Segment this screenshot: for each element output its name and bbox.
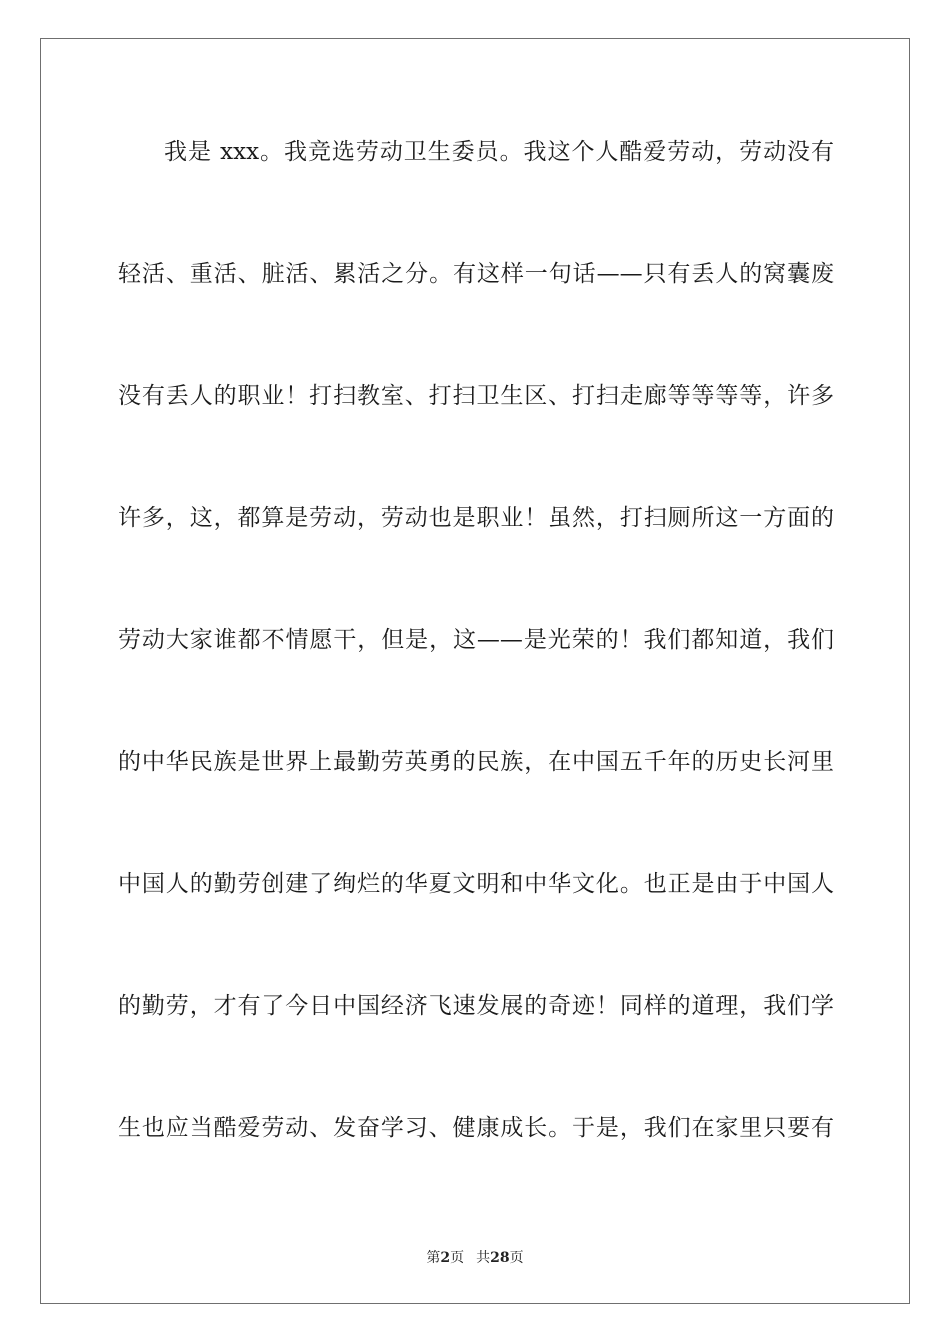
page-footer bbox=[0, 1247, 950, 1267]
text-line-3: 没有丢人的职业！打扫教室、打扫卫生区、打扫走廊等等等等，许多 bbox=[118, 383, 834, 409]
text-line-7: 中国人的勤劳创建了绚烂的华夏文明和中华文化。也正是由于中国人 bbox=[118, 871, 834, 897]
text-line-8: 的勤劳，才有了今日中国经济飞速发展的奇迹！同样的道理，我们学 bbox=[118, 993, 834, 1019]
text-line-2: 轻活、重活、脏活、累活之分。有这样一句话——只有丢人的窝囊废 bbox=[118, 261, 834, 287]
page-number: 2 bbox=[440, 1250, 451, 1266]
document-body bbox=[118, 130, 834, 1228]
text-line-4: 许多，这，都算是劳动，劳动也是职业！虽然，打扫厕所这一方面的 bbox=[118, 505, 834, 531]
text-line-5: 劳动大家谁都不情愿干，但是，这——是光荣的！我们都知道，我们 bbox=[118, 627, 834, 653]
text-line-1: 我是 xxx。我竞选劳动卫生委员。我这个人酷爱劳动，劳动没有 bbox=[164, 139, 834, 165]
total-prefix: 共 bbox=[476, 1250, 491, 1266]
total-pages: 28 bbox=[490, 1250, 510, 1266]
page-prefix: 第 bbox=[426, 1250, 441, 1266]
total-suffix: 页 bbox=[509, 1250, 524, 1266]
text-line-9: 生也应当酷爱劳动、发奋学习、健康成长。于是，我们在家里只要有 bbox=[118, 1115, 834, 1141]
page-suffix: 页 bbox=[450, 1250, 465, 1266]
text-line-6: 的中华民族是世界上最勤劳英勇的民族，在中国五千年的历史长河里 bbox=[118, 749, 834, 775]
